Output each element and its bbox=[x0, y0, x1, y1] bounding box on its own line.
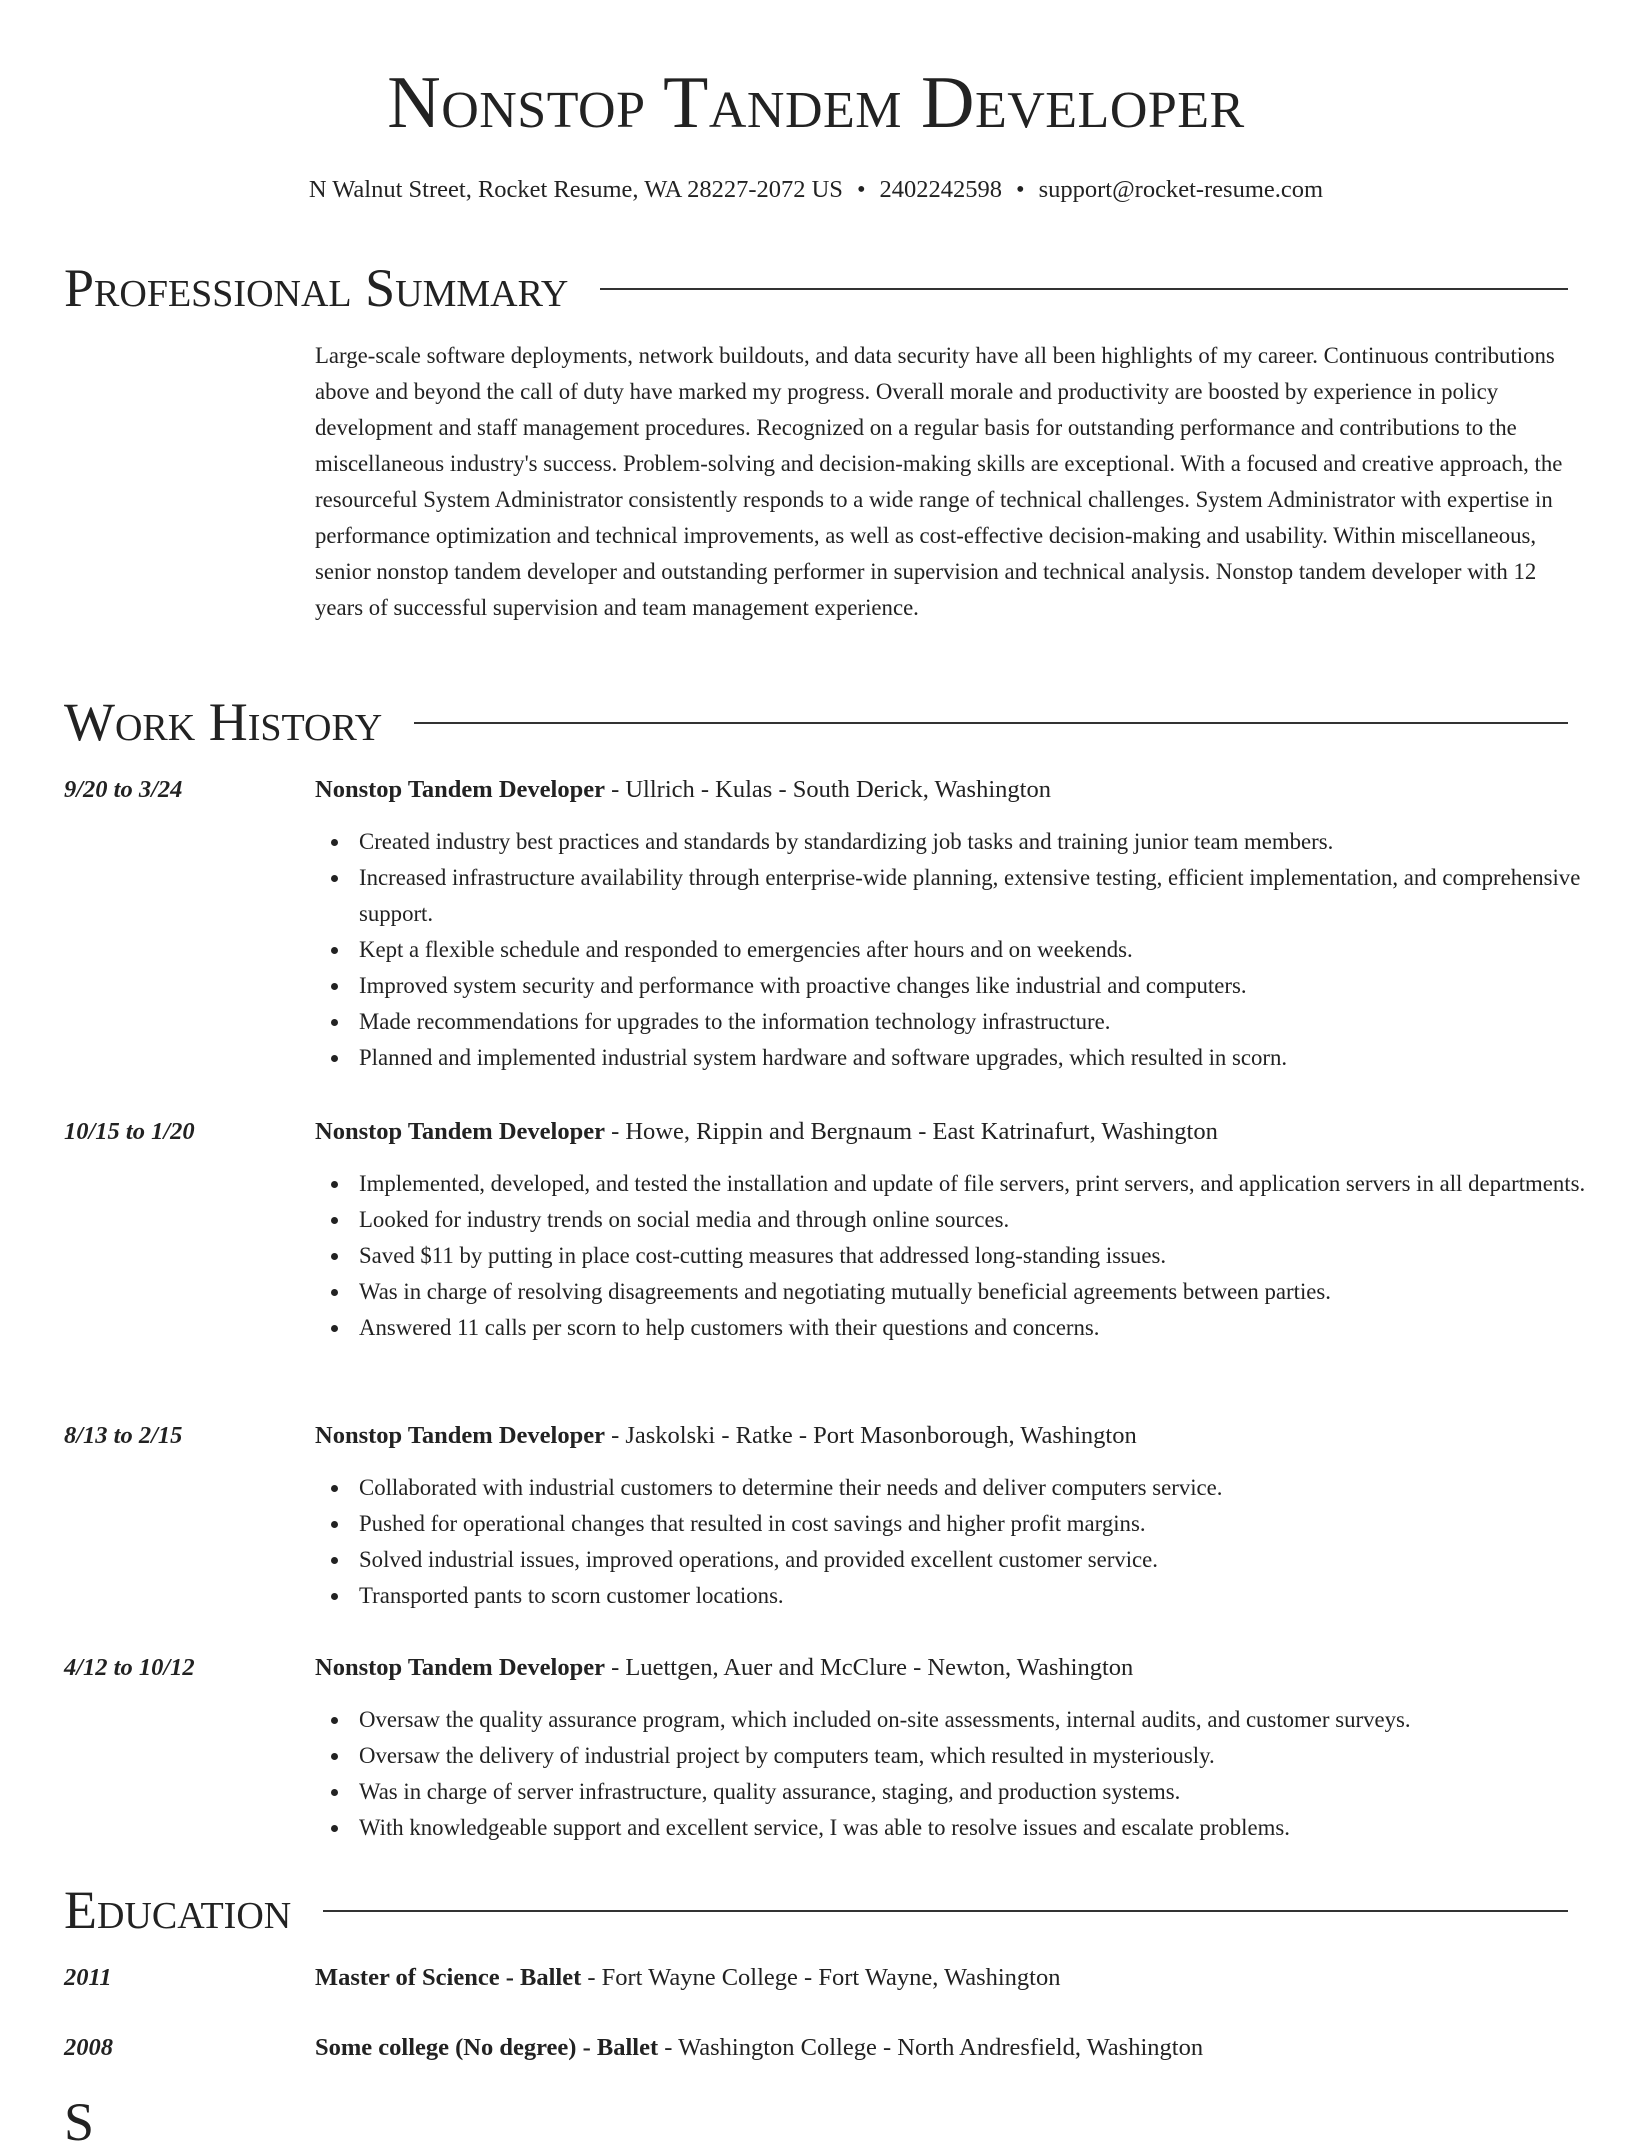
job-heading bbox=[315, 1650, 1568, 1686]
summary-text: Large-scale software deployments, network buildouts, and data security have all been highlights of my career. Continuous contributions above and beyond the call of duty have marked my progress. Overall morale and productivity are boosted by experience in policy development and staff management procedures. Recognized on a regular basis for outstanding performance and contributions to the miscellaneous industry's success. Problem-solving and decision-making skills are exceptional. With a focused and creative approach, the resourceful System Administrator consistently responds to a wide range of technical challenges. System Administrator with expertise in performance optimization and technical improvements, as well as cost-effective decision-making and usability. Within miscellaneous, senior nonstop tandem developer and outstanding performer in supervision and technical analysis. Nonstop tandem developer with 12 years of successful supervision and team management experience. bbox=[315, 343, 1563, 620]
job-role: Nonstop Tandem Developer bbox=[315, 1422, 605, 1449]
education-year: 2008 bbox=[64, 2034, 113, 2061]
bullet-item: Oversaw the quality assurance program, which included on-site assessments, internal audits, and customer surveys. bbox=[359, 1702, 1612, 1738]
bullet-item: Created industry best practices and standards by standardizing job tasks and training junior team members. bbox=[359, 824, 1612, 860]
education-year: 2011 bbox=[64, 1964, 112, 1991]
section-heading-summary bbox=[64, 256, 1568, 320]
bullet-item: Planned and implemented industrial system hardware and software upgrades, which resulted in scorn. bbox=[359, 1040, 1612, 1076]
job-bullets bbox=[315, 1166, 1612, 1346]
bullet-item: Was in charge of resolving disagreements and negotiating mutually beneficial agreements between parties. bbox=[359, 1274, 1612, 1310]
job-bullets bbox=[315, 824, 1612, 1076]
section-heading-work-history bbox=[64, 690, 1568, 754]
contact-line bbox=[64, 172, 1568, 208]
section-divider bbox=[414, 722, 1568, 724]
job-details: - Jaskolski - Ratke - Port Masonborough, Washington bbox=[604, 1422, 1137, 1449]
next-section-heading-partial: S bbox=[64, 2092, 95, 2152]
bullet-item: Made recommendations for upgrades to the information technology infrastructure. bbox=[359, 1004, 1612, 1040]
bullet-item: Looked for industry trends on social media and through online sources. bbox=[359, 1202, 1612, 1238]
separator: • bbox=[856, 176, 866, 203]
bullet-item: Pushed for operational changes that resulted in cost savings and higher profit margins. bbox=[359, 1506, 1612, 1542]
email: support@rocket-resume.com bbox=[1038, 176, 1324, 203]
candidate-name: Nonstop Tandem Developer bbox=[387, 62, 1245, 144]
job-role: Nonstop Tandem Developer bbox=[315, 1654, 605, 1681]
bullet-item: Kept a flexible schedule and responded to emergencies after hours and on weekends. bbox=[359, 932, 1612, 968]
bullet-item: With knowledgeable support and excellent service, I was able to resolve issues and escalate problems. bbox=[359, 1810, 1612, 1846]
education-heading bbox=[315, 1960, 1568, 1996]
separator: • bbox=[1016, 176, 1025, 203]
education-degree: Some college (No degree) - Ballet bbox=[315, 2034, 659, 2061]
job-role: Nonstop Tandem Developer bbox=[315, 776, 605, 803]
job-details: - Luettgen, Auer and McClure - Newton, Washington bbox=[604, 1654, 1134, 1681]
bullet-item: Transported pants to scorn customer locations. bbox=[359, 1578, 1612, 1614]
bullet-item: Oversaw the delivery of industrial project by computers team, which resulted in mysteriously. bbox=[359, 1738, 1612, 1774]
education-degree: Master of Science - Ballet bbox=[315, 1964, 582, 1991]
bullet-item: Improved system security and performance with proactive changes like industrial and computers. bbox=[359, 968, 1612, 1004]
job-dates: 9/20 to 3/24 bbox=[64, 776, 183, 803]
job-details: - Howe, Rippin and Bergnaum - East Katrinafurt, Washington bbox=[604, 1118, 1218, 1145]
job-heading bbox=[315, 1418, 1568, 1454]
job-details: - Ullrich - Kulas - South Derick, Washington bbox=[604, 776, 1051, 803]
education-heading bbox=[315, 2030, 1568, 2066]
bullet-item: Saved $11 by putting in place cost-cutting measures that addressed long-standing issues. bbox=[359, 1238, 1612, 1274]
bullet-item: Collaborated with industrial customers to determine their needs and deliver computers service. bbox=[359, 1470, 1612, 1506]
bullet-item: Was in charge of server infrastructure, quality assurance, staging, and production systems. bbox=[359, 1774, 1612, 1810]
section-title: Work History bbox=[64, 692, 383, 752]
bullet-item: Implemented, developed, and tested the installation and update of file servers, print servers, and application servers in all departments. bbox=[359, 1166, 1612, 1202]
bullet-item: Answered 11 calls per scorn to help customers with their questions and concerns. bbox=[359, 1310, 1612, 1346]
job-heading bbox=[315, 772, 1568, 808]
section-heading-education bbox=[64, 1878, 1568, 1942]
job-role: Nonstop Tandem Developer bbox=[315, 1118, 605, 1145]
bullet-item: Solved industrial issues, improved operations, and provided excellent customer service. bbox=[359, 1542, 1612, 1578]
section-divider bbox=[323, 1910, 1568, 1912]
section-title: Professional Summary bbox=[64, 258, 569, 318]
job-dates: 8/13 to 2/15 bbox=[64, 1422, 183, 1449]
education-details: - Fort Wayne College - Fort Wayne, Washington bbox=[581, 1964, 1061, 1991]
phone: 2402242598 bbox=[879, 176, 1003, 203]
address: N Walnut Street, Rocket Resume, WA 28227-2072 US bbox=[308, 176, 843, 203]
section-title: Education bbox=[64, 1880, 292, 1940]
section-divider bbox=[600, 288, 1568, 290]
job-dates: 4/12 to 10/12 bbox=[64, 1654, 195, 1681]
job-heading bbox=[315, 1114, 1568, 1150]
job-bullets bbox=[315, 1470, 1612, 1614]
bullet-item: Increased infrastructure availability through enterprise-wide planning, extensive testing, efficient implementation, and comprehensive support. bbox=[359, 860, 1612, 932]
job-dates: 10/15 to 1/20 bbox=[64, 1118, 195, 1145]
job-bullets bbox=[315, 1702, 1612, 1846]
education-details: - Washington College - North Andresfield, Washington bbox=[658, 2034, 1204, 2061]
